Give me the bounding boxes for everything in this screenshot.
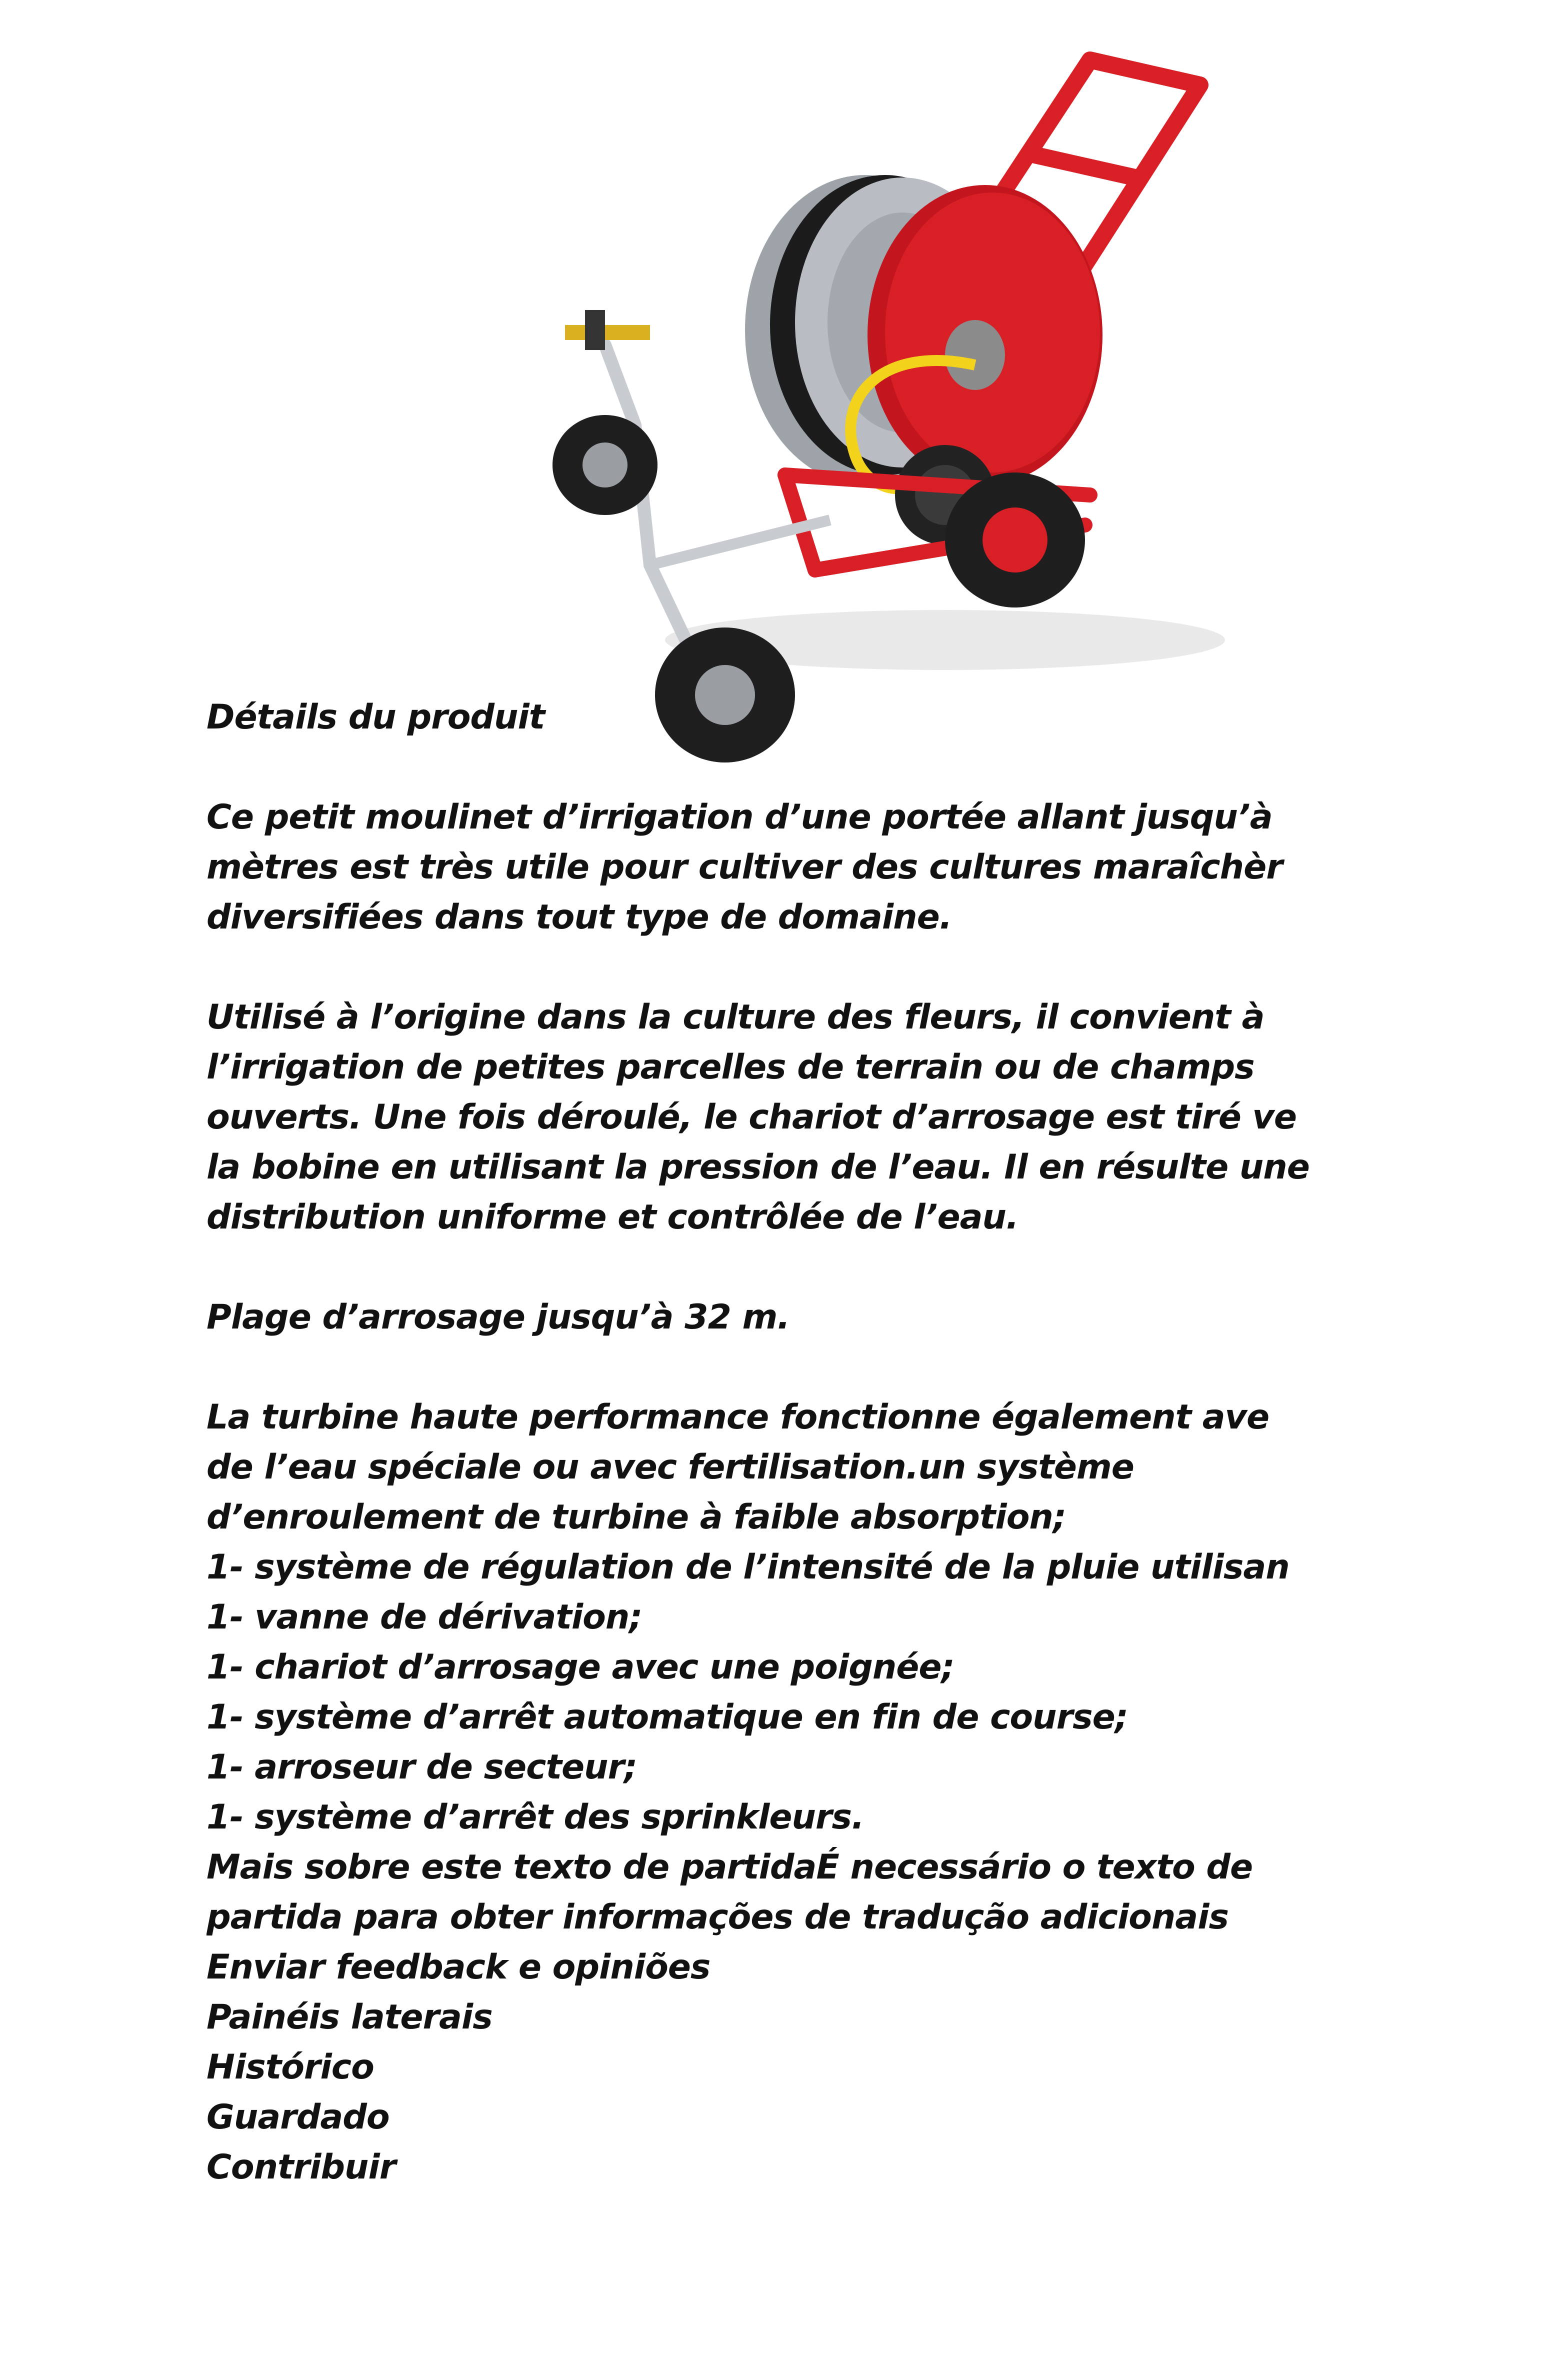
feature-line: 1- système d’arrêt des sprinkleurs. <box>206 1798 864 1837</box>
feature-line: de l’eau spéciale ou avec fertilisation.un système <box>206 1448 1134 1487</box>
intro-line: Ce petit moulinet d’irrigation d’une portée allant jusqu’à <box>206 798 1272 837</box>
trailing-line: Painéis laterais <box>206 1998 492 2037</box>
heading: Détails du produit <box>206 698 545 737</box>
trailing-line: Histórico <box>206 2048 374 2087</box>
range-line: Plage d’arrosage jusqu’à 32 m. <box>206 1298 790 1337</box>
usage-line: l’irrigation de petites parcelles de terrain ou de champs <box>206 1048 1254 1087</box>
spacer <box>206 1342 1406 1392</box>
spacer <box>206 1242 1406 1292</box>
trailing-line: Contribuir <box>206 2148 396 2187</box>
trailing-line: Mais sobre este texto de partidaÉ necessário o texto de <box>206 1848 1253 1887</box>
spacer <box>206 942 1406 992</box>
usage-line: la bobine en utilisant la pression de l’eau. Il en résulte une <box>206 1148 1310 1187</box>
intro-line: diversifiées dans tout type de domaine. <box>206 898 952 937</box>
reel-side-plate <box>868 185 1102 485</box>
wheel-left-back <box>552 415 658 515</box>
trailing-line: Enviar feedback e opiniões <box>206 1948 710 1987</box>
hose-reel-cart-illustration <box>535 45 1265 785</box>
feature-line: 1- chariot d’arrosage avec une poignée; <box>206 1648 954 1687</box>
usage-line: ouverts. Une fois déroulé, le chariot d’arrosage est tiré ve <box>206 1098 1296 1137</box>
trailing-line: Guardado <box>206 2098 390 2137</box>
wheel-right <box>945 472 1085 608</box>
feature-line: 1- système d’arrêt automatique en fin de course; <box>206 1698 1128 1737</box>
feature-line: La turbine haute performance fonctionne également ave <box>206 1398 1270 1437</box>
feature-line: 1- vanne de dérivation; <box>206 1598 642 1637</box>
feature-line: 1- arroseur de secteur; <box>206 1748 638 1787</box>
usage-line: Utilisé à l’origine dans la culture des fleurs, il convient à <box>206 998 1264 1037</box>
feature-line: 1- système de régulation de l’intensité de la pluie utilisan <box>206 1548 1290 1587</box>
spacer <box>206 742 1406 792</box>
intro-line: mètres est très utile pour cultiver des cultures maraîchèr <box>206 848 1282 887</box>
feature-line: d’enroulement de turbine à faible absorption; <box>206 1498 1066 1537</box>
usage-line: distribution uniforme et contrôlée de l’eau. <box>206 1198 1018 1237</box>
trailing-line: partida para obter informações de tradução adicionais <box>206 1898 1228 1937</box>
product-description <box>206 692 1406 2242</box>
